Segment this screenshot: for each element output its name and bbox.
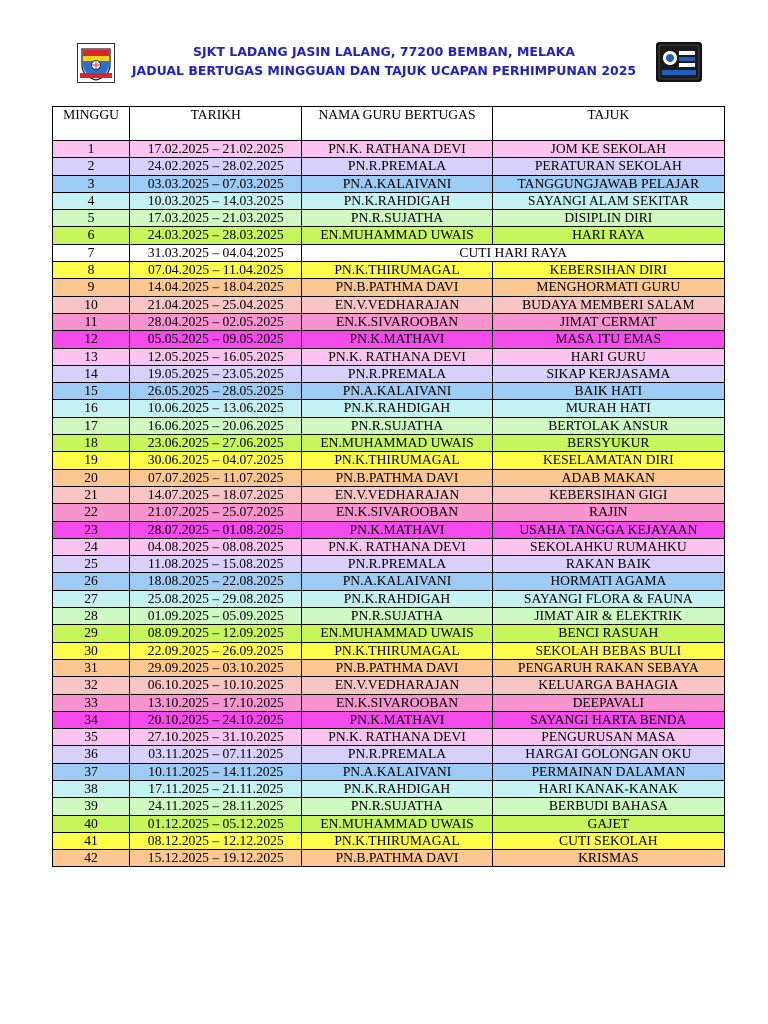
week-number-cell: 8 <box>53 262 130 279</box>
table-row <box>53 556 725 573</box>
teacher-name-cell: EN.K.SIVAROOBAN <box>302 694 492 711</box>
date-range-cell: 10.03.2025 – 14.03.2025 <box>130 192 302 209</box>
date-range-cell: 22.09.2025 – 26.09.2025 <box>130 642 302 659</box>
schedule-title: JADUAL BERTUGAS MINGGUAN DAN TAJUK UCAPAN PERHIMPUNAN 2025 <box>131 63 637 78</box>
document-header <box>0 40 768 90</box>
topic-cell: RAJIN <box>492 504 724 521</box>
teacher-name-cell: PN.R.PREMALA <box>302 746 492 763</box>
date-range-cell: 03.03.2025 – 07.03.2025 <box>130 175 302 192</box>
date-range-cell: 05.05.2025 – 09.05.2025 <box>130 331 302 348</box>
column-header-date: TARIKH <box>130 107 302 141</box>
date-range-cell: 08.12.2025 – 12.12.2025 <box>130 832 302 849</box>
date-range-cell: 24.03.2025 – 28.03.2025 <box>130 227 302 244</box>
date-range-cell: 03.11.2025 – 07.11.2025 <box>130 746 302 763</box>
topic-cell: HARI GURU <box>492 348 724 365</box>
week-number-cell: 40 <box>53 815 130 832</box>
table-row <box>53 677 725 694</box>
date-range-cell: 01.09.2025 – 05.09.2025 <box>130 608 302 625</box>
school-crest-icon <box>77 43 115 83</box>
date-range-cell: 17.03.2025 – 21.03.2025 <box>130 210 302 227</box>
topic-cell: DEEPAVALI <box>492 694 724 711</box>
table-row <box>53 486 725 503</box>
teacher-name-cell: PN.K.THIRUMAGAL <box>302 832 492 849</box>
week-number-cell: 23 <box>53 521 130 538</box>
table-row <box>53 850 725 867</box>
week-number-cell: 22 <box>53 504 130 521</box>
column-header-topic: TAJUK <box>492 107 724 141</box>
date-range-cell: 17.02.2025 – 21.02.2025 <box>130 141 302 158</box>
table-row <box>53 417 725 434</box>
date-range-cell: 25.08.2025 – 29.08.2025 <box>130 590 302 607</box>
week-number-cell: 39 <box>53 798 130 815</box>
table-row <box>53 227 725 244</box>
column-header-week: MINGGU <box>53 107 130 141</box>
week-number-cell: 9 <box>53 279 130 296</box>
week-number-cell: 11 <box>53 313 130 330</box>
week-number-cell: 29 <box>53 625 130 642</box>
table-row <box>53 348 725 365</box>
topic-cell: SEKOLAHKU RUMAHKU <box>492 538 724 555</box>
topic-cell: DISIPLIN DIRI <box>492 210 724 227</box>
topic-cell: BERSYUKUR <box>492 435 724 452</box>
teacher-name-cell: PN.K.RAHDIGAH <box>302 192 492 209</box>
week-number-cell: 30 <box>53 642 130 659</box>
teacher-name-cell: PN.K. RATHANA DEVI <box>302 348 492 365</box>
duty-schedule-table <box>52 106 725 867</box>
date-range-cell: 10.06.2025 – 13.06.2025 <box>130 400 302 417</box>
date-range-cell: 15.12.2025 – 19.12.2025 <box>130 850 302 867</box>
date-range-cell: 21.04.2025 – 25.04.2025 <box>130 296 302 313</box>
table-row <box>53 158 725 175</box>
teacher-name-cell: PN.A.KALAIVANI <box>302 763 492 780</box>
column-header-teacher: NAMA GURU BERTUGAS <box>302 107 492 141</box>
week-number-cell: 38 <box>53 780 130 797</box>
topic-cell: KEBERSIHAN GIGI <box>492 486 724 503</box>
teacher-name-cell: PN.R.PREMALA <box>302 158 492 175</box>
topic-cell: KELUARGA BAHAGIA <box>492 677 724 694</box>
week-number-cell: 37 <box>53 763 130 780</box>
teacher-name-cell: PN.K. RATHANA DEVI <box>302 538 492 555</box>
topic-cell: KEBERSIHAN DIRI <box>492 262 724 279</box>
table-row <box>53 175 725 192</box>
school-name-title: SJKT LADANG JASIN LALANG, 77200 BEMBAN, MELAKA <box>193 44 575 59</box>
table-row <box>53 365 725 382</box>
topic-cell: JOM KE SEKOLAH <box>492 141 724 158</box>
table-row <box>53 763 725 780</box>
table-row <box>53 400 725 417</box>
teacher-name-cell: EN.V.VEDHARAJAN <box>302 296 492 313</box>
week-number-cell: 25 <box>53 556 130 573</box>
topic-cell: PENGURUSAN MASA <box>492 729 724 746</box>
table-row <box>53 504 725 521</box>
table-row <box>53 642 725 659</box>
table-row <box>53 711 725 728</box>
topic-cell: TANGGUNGJAWAB PELAJAR <box>492 175 724 192</box>
date-range-cell: 24.11.2025 – 28.11.2025 <box>130 798 302 815</box>
week-number-cell: 5 <box>53 210 130 227</box>
week-number-cell: 16 <box>53 400 130 417</box>
teacher-name-cell: PN.R.PREMALA <box>302 556 492 573</box>
date-range-cell: 14.04.2025 – 18.04.2025 <box>130 279 302 296</box>
topic-cell: BAIK HATI <box>492 383 724 400</box>
topic-cell: BERTOLAK ANSUR <box>492 417 724 434</box>
table-header-row <box>53 107 725 141</box>
week-number-cell: 32 <box>53 677 130 694</box>
topic-cell: KESELAMATAN DIRI <box>492 452 724 469</box>
topic-cell: SIKAP KERJASAMA <box>492 365 724 382</box>
teacher-name-cell: PN.K.RAHDIGAH <box>302 590 492 607</box>
topic-cell: GAJET <box>492 815 724 832</box>
teacher-name-cell: PN.K.RAHDIGAH <box>302 400 492 417</box>
week-number-cell: 41 <box>53 832 130 849</box>
topic-cell: BERBUDI BAHASA <box>492 798 724 815</box>
date-range-cell: 21.07.2025 – 25.07.2025 <box>130 504 302 521</box>
date-range-cell: 19.05.2025 – 23.05.2025 <box>130 365 302 382</box>
date-range-cell: 08.09.2025 – 12.09.2025 <box>130 625 302 642</box>
table-row <box>53 452 725 469</box>
week-number-cell: 4 <box>53 192 130 209</box>
table-row <box>53 608 725 625</box>
table-row <box>53 296 725 313</box>
topic-cell: HARGAI GOLONGAN OKU <box>492 746 724 763</box>
date-range-cell: 07.07.2025 – 11.07.2025 <box>130 469 302 486</box>
teacher-name-cell: PN.R.PREMALA <box>302 365 492 382</box>
table-row <box>53 694 725 711</box>
week-number-cell: 34 <box>53 711 130 728</box>
table-row <box>53 192 725 209</box>
week-number-cell: 31 <box>53 659 130 676</box>
topic-cell: MASA ITU EMAS <box>492 331 724 348</box>
teacher-name-cell: PN.K.MATHAVI <box>302 331 492 348</box>
topic-cell: SAYANGI FLORA & FAUNA <box>492 590 724 607</box>
date-range-cell: 23.06.2025 – 27.06.2025 <box>130 435 302 452</box>
week-number-cell: 42 <box>53 850 130 867</box>
date-range-cell: 06.10.2025 – 10.10.2025 <box>130 677 302 694</box>
table-row <box>53 469 725 486</box>
week-number-cell: 12 <box>53 331 130 348</box>
table-row <box>53 141 725 158</box>
teacher-name-cell: PN.K. RATHANA DEVI <box>302 729 492 746</box>
teacher-name-cell: PN.A.KALAIVANI <box>302 383 492 400</box>
teacher-name-cell: EN.K.SIVAROOBAN <box>302 313 492 330</box>
topic-cell: SEKOLAH BEBAS BULI <box>492 642 724 659</box>
teacher-name-cell: PN.K. RATHANA DEVI <box>302 141 492 158</box>
teacher-name-cell: PN.B.PATHMA DAVI <box>302 279 492 296</box>
date-range-cell: 27.10.2025 – 31.10.2025 <box>130 729 302 746</box>
week-number-cell: 33 <box>53 694 130 711</box>
date-range-cell: 10.11.2025 – 14.11.2025 <box>130 763 302 780</box>
teacher-name-cell: PN.A.KALAIVANI <box>302 573 492 590</box>
table-row <box>53 383 725 400</box>
topic-cell: PERATURAN SEKOLAH <box>492 158 724 175</box>
date-range-cell: 01.12.2025 – 05.12.2025 <box>130 815 302 832</box>
week-number-cell: 21 <box>53 486 130 503</box>
date-range-cell: 18.08.2025 – 22.08.2025 <box>130 573 302 590</box>
topic-cell: HORMATI AGAMA <box>492 573 724 590</box>
date-range-cell: 29.09.2025 – 03.10.2025 <box>130 659 302 676</box>
table-row <box>53 729 725 746</box>
table-row <box>53 210 725 227</box>
topic-cell: HARI RAYA <box>492 227 724 244</box>
date-range-cell: 14.07.2025 – 18.07.2025 <box>130 486 302 503</box>
week-number-cell: 1 <box>53 141 130 158</box>
table-row <box>53 331 725 348</box>
topic-cell: MURAH HATI <box>492 400 724 417</box>
topic-cell: HARI KANAK-KANAK <box>492 780 724 797</box>
topic-cell: BUDAYA MEMBERI SALAM <box>492 296 724 313</box>
week-number-cell: 36 <box>53 746 130 763</box>
date-range-cell: 20.10.2025 – 24.10.2025 <box>130 711 302 728</box>
date-range-cell: 13.10.2025 – 17.10.2025 <box>130 694 302 711</box>
teacher-name-cell: PN.R.SUJATHA <box>302 608 492 625</box>
teacher-name-cell: PN.A.KALAIVANI <box>302 175 492 192</box>
date-range-cell: 17.11.2025 – 21.11.2025 <box>130 780 302 797</box>
teacher-name-cell: PN.B.PATHMA DAVI <box>302 850 492 867</box>
teacher-name-cell: PN.K.RAHDIGAH <box>302 780 492 797</box>
teacher-name-cell: PN.R.SUJATHA <box>302 798 492 815</box>
teacher-name-cell: EN.MUHAMMAD UWAIS <box>302 227 492 244</box>
table-row <box>53 538 725 555</box>
date-range-cell: 28.07.2025 – 01.08.2025 <box>130 521 302 538</box>
teacher-name-cell: EN.V.VEDHARAJAN <box>302 677 492 694</box>
week-number-cell: 7 <box>53 244 130 261</box>
topic-cell: KRISMAS <box>492 850 724 867</box>
table-row <box>53 573 725 590</box>
week-number-cell: 15 <box>53 383 130 400</box>
week-number-cell: 10 <box>53 296 130 313</box>
topic-cell: USAHA TANGGA KEJAYAAN <box>492 521 724 538</box>
table-row <box>53 659 725 676</box>
topic-cell: PERMAINAN DALAMAN <box>492 763 724 780</box>
date-range-cell: 11.08.2025 – 15.08.2025 <box>130 556 302 573</box>
table-row <box>53 590 725 607</box>
topic-cell: SAYANGI HARTA BENDA <box>492 711 724 728</box>
week-number-cell: 2 <box>53 158 130 175</box>
table-row <box>53 625 725 642</box>
teacher-name-cell: EN.K.SIVAROOBAN <box>302 504 492 521</box>
week-number-cell: 26 <box>53 573 130 590</box>
topic-cell: JIMAT AIR & ELEKTRIK <box>492 608 724 625</box>
week-number-cell: 3 <box>53 175 130 192</box>
teacher-name-cell: EN.MUHAMMAD UWAIS <box>302 435 492 452</box>
topic-cell: RAKAN BAIK <box>492 556 724 573</box>
date-range-cell: 16.06.2025 – 20.06.2025 <box>130 417 302 434</box>
holiday-cell: CUTI HARI RAYA <box>302 244 725 261</box>
table-row <box>53 798 725 815</box>
teacher-name-cell: EN.MUHAMMAD UWAIS <box>302 625 492 642</box>
week-number-cell: 17 <box>53 417 130 434</box>
topic-cell: ADAB MAKAN <box>492 469 724 486</box>
teacher-name-cell: EN.V.VEDHARAJAN <box>302 486 492 503</box>
week-number-cell: 19 <box>53 452 130 469</box>
table-body <box>53 141 725 867</box>
date-range-cell: 12.05.2025 – 16.05.2025 <box>130 348 302 365</box>
week-number-cell: 27 <box>53 590 130 607</box>
date-range-cell: 04.08.2025 – 08.08.2025 <box>130 538 302 555</box>
topic-cell: JIMAT CERMAT <box>492 313 724 330</box>
teacher-name-cell: PN.B.PATHMA DAVI <box>302 469 492 486</box>
topic-cell: MENGHORMATI GURU <box>492 279 724 296</box>
teacher-name-cell: PN.K.THIRUMAGAL <box>302 642 492 659</box>
topic-cell: SAYANGI ALAM SEKITAR <box>492 192 724 209</box>
teacher-name-cell: PN.K.MATHAVI <box>302 521 492 538</box>
week-number-cell: 20 <box>53 469 130 486</box>
date-range-cell: 26.05.2025 – 28.05.2025 <box>130 383 302 400</box>
teacher-name-cell: PN.K.MATHAVI <box>302 711 492 728</box>
table-row <box>53 815 725 832</box>
table-row <box>53 244 725 261</box>
table-row <box>53 313 725 330</box>
teacher-name-cell: PN.K.THIRUMAGAL <box>302 262 492 279</box>
table-row <box>53 832 725 849</box>
week-number-cell: 35 <box>53 729 130 746</box>
teacher-name-cell: PN.R.SUJATHA <box>302 210 492 227</box>
week-number-cell: 24 <box>53 538 130 555</box>
topic-cell: CUTI SEKOLAH <box>492 832 724 849</box>
topic-cell: BENCI RASUAH <box>492 625 724 642</box>
date-range-cell: 07.04.2025 – 11.04.2025 <box>130 262 302 279</box>
table-row <box>53 279 725 296</box>
teacher-name-cell: PN.R.SUJATHA <box>302 417 492 434</box>
table-row <box>53 262 725 279</box>
week-number-cell: 6 <box>53 227 130 244</box>
ministry-logo-icon <box>656 42 702 82</box>
table-row <box>53 780 725 797</box>
week-number-cell: 18 <box>53 435 130 452</box>
table-row <box>53 521 725 538</box>
date-range-cell: 30.06.2025 – 04.07.2025 <box>130 452 302 469</box>
teacher-name-cell: PN.K.THIRUMAGAL <box>302 452 492 469</box>
date-range-cell: 24.02.2025 – 28.02.2025 <box>130 158 302 175</box>
week-number-cell: 13 <box>53 348 130 365</box>
topic-cell: PENGARUH RAKAN SEBAYA <box>492 659 724 676</box>
teacher-name-cell: EN.MUHAMMAD UWAIS <box>302 815 492 832</box>
week-number-cell: 28 <box>53 608 130 625</box>
teacher-name-cell: PN.B.PATHMA DAVI <box>302 659 492 676</box>
week-number-cell: 14 <box>53 365 130 382</box>
date-range-cell: 31.03.2025 – 04.04.2025 <box>130 244 302 261</box>
date-range-cell: 28.04.2025 – 02.05.2025 <box>130 313 302 330</box>
table-row <box>53 435 725 452</box>
table-row <box>53 746 725 763</box>
